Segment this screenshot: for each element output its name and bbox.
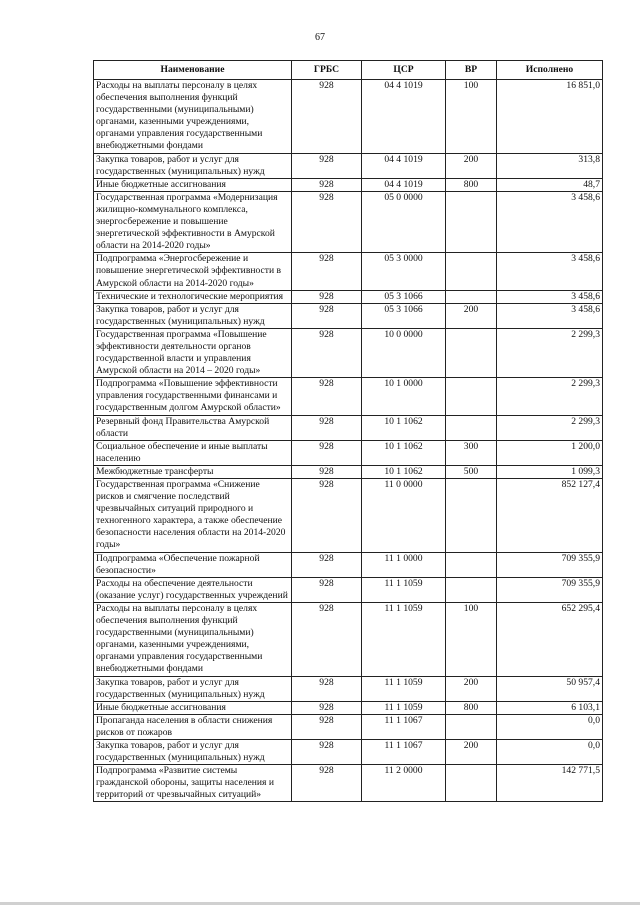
row-grbs: 928 bbox=[292, 253, 362, 290]
row-executed: 0,0 bbox=[497, 739, 603, 764]
row-executed: 1 200,0 bbox=[497, 440, 603, 465]
row-vr bbox=[446, 253, 497, 290]
row-grbs: 928 bbox=[292, 465, 362, 478]
row-vr: 300 bbox=[446, 440, 497, 465]
row-name: Закупка товаров, работ и услуг для государственных (муниципальных) нужд bbox=[94, 739, 292, 764]
row-name: Расходы на выплаты персоналу в целях обеспечения выполнения функций государственными (муниципальными) органами, казенными учреждениями, органами управления государственными внебюджетными фондами bbox=[94, 602, 292, 676]
row-name: Подпрограмма «Повышение эффективности управления государственными финансами и государственным долгом Амурской области» bbox=[94, 378, 292, 415]
row-grbs: 928 bbox=[292, 479, 362, 553]
row-grbs: 928 bbox=[292, 415, 362, 440]
row-csr: 11 1 1059 bbox=[362, 676, 446, 701]
row-grbs: 928 bbox=[292, 765, 362, 802]
row-vr bbox=[446, 378, 497, 415]
row-csr: 11 1 1059 bbox=[362, 602, 446, 676]
row-executed: 6 103,1 bbox=[497, 701, 603, 714]
row-grbs: 928 bbox=[292, 153, 362, 178]
row-executed: 50 957,4 bbox=[497, 676, 603, 701]
table-row bbox=[94, 378, 603, 415]
page-number: 67 bbox=[315, 32, 325, 43]
row-grbs: 928 bbox=[292, 739, 362, 764]
row-grbs: 928 bbox=[292, 178, 362, 191]
row-executed: 852 127,4 bbox=[497, 479, 603, 553]
table-row bbox=[94, 479, 603, 553]
row-executed: 3 458,6 bbox=[497, 303, 603, 328]
row-csr: 05 0 0000 bbox=[362, 191, 446, 252]
row-name: Подпрограмма «Энергосбережение и повышение энергетической эффективности в Амурской области на 2014-2020 годы» bbox=[94, 253, 292, 290]
row-vr: 200 bbox=[446, 739, 497, 764]
table-header-row bbox=[94, 61, 603, 80]
column-header-name: Наименование bbox=[94, 61, 292, 80]
row-name: Расходы на обеспечение деятельности (оказание услуг) государственных учреждений bbox=[94, 577, 292, 602]
row-executed: 2 299,3 bbox=[497, 328, 603, 377]
row-grbs: 928 bbox=[292, 552, 362, 577]
row-name: Расходы на выплаты персоналу в целях обеспечения выполнения функций государственными (муниципальными) органами, казенными учреждениями, органами управления государственными внебюджетными фондами bbox=[94, 80, 292, 154]
row-executed: 2 299,3 bbox=[497, 415, 603, 440]
row-executed: 48,7 bbox=[497, 178, 603, 191]
row-grbs: 928 bbox=[292, 290, 362, 303]
row-executed: 313,8 bbox=[497, 153, 603, 178]
row-grbs: 928 bbox=[292, 440, 362, 465]
row-csr: 11 1 1059 bbox=[362, 701, 446, 714]
row-csr: 10 1 1062 bbox=[362, 415, 446, 440]
row-name: Технические и технологические мероприятия bbox=[94, 290, 292, 303]
row-grbs: 928 bbox=[292, 577, 362, 602]
table-row bbox=[94, 328, 603, 377]
row-executed: 142 771,5 bbox=[497, 765, 603, 802]
row-executed: 3 458,6 bbox=[497, 290, 603, 303]
row-vr bbox=[446, 191, 497, 252]
table-row bbox=[94, 602, 603, 676]
row-executed: 0,0 bbox=[497, 714, 603, 739]
table-row bbox=[94, 290, 603, 303]
row-grbs: 928 bbox=[292, 80, 362, 154]
row-executed: 16 851,0 bbox=[497, 80, 603, 154]
row-name: Иные бюджетные ассигнования bbox=[94, 178, 292, 191]
row-vr bbox=[446, 328, 497, 377]
row-vr bbox=[446, 552, 497, 577]
row-executed: 709 355,9 bbox=[497, 552, 603, 577]
table-row bbox=[94, 577, 603, 602]
table-row bbox=[94, 178, 603, 191]
table-row bbox=[94, 415, 603, 440]
row-name: Социальное обеспечение и иные выплаты населению bbox=[94, 440, 292, 465]
row-vr bbox=[446, 479, 497, 553]
row-csr: 10 1 1062 bbox=[362, 440, 446, 465]
row-csr: 11 2 0000 bbox=[362, 765, 446, 802]
table-row bbox=[94, 739, 603, 764]
row-vr: 500 bbox=[446, 465, 497, 478]
row-executed: 2 299,3 bbox=[497, 378, 603, 415]
column-header-csr: ЦСР bbox=[362, 61, 446, 80]
row-name: Межбюджетные трансферты bbox=[94, 465, 292, 478]
row-name: Подпрограмма «Развитие системы гражданской обороны, защиты населения и территорий от чрезвычайных ситуаций» bbox=[94, 765, 292, 802]
table-row bbox=[94, 440, 603, 465]
row-vr: 800 bbox=[446, 178, 497, 191]
row-vr bbox=[446, 290, 497, 303]
row-executed: 3 458,6 bbox=[497, 191, 603, 252]
row-name: Закупка товаров, работ и услуг для государственных (муниципальных) нужд bbox=[94, 303, 292, 328]
row-name: Подпрограмма «Обеспечение пожарной безопасности» bbox=[94, 552, 292, 577]
row-name: Закупка товаров, работ и услуг для государственных (муниципальных) нужд bbox=[94, 153, 292, 178]
row-grbs: 928 bbox=[292, 714, 362, 739]
row-grbs: 928 bbox=[292, 191, 362, 252]
row-executed: 1 099,3 bbox=[497, 465, 603, 478]
row-name: Государственная программа «Снижение рисков и смягчение последствий чрезвычайных ситуаций природного и техногенного характера, а также обеспечение безопасности населения области на 2014-2020 годы» bbox=[94, 479, 292, 553]
row-vr: 200 bbox=[446, 676, 497, 701]
row-grbs: 928 bbox=[292, 701, 362, 714]
table-row bbox=[94, 80, 603, 154]
row-name: Государственная программа «Модернизация жилищно-коммунального комплекса, энергосбережение и повышение энергетической эффективности в Амурской области на 2014-2020 годы» bbox=[94, 191, 292, 252]
row-grbs: 928 bbox=[292, 676, 362, 701]
row-grbs: 928 bbox=[292, 303, 362, 328]
row-executed: 3 458,6 bbox=[497, 253, 603, 290]
row-csr: 10 1 0000 bbox=[362, 378, 446, 415]
table-row bbox=[94, 701, 603, 714]
table-row bbox=[94, 714, 603, 739]
row-csr: 04 4 1019 bbox=[362, 153, 446, 178]
row-grbs: 928 bbox=[292, 602, 362, 676]
row-csr: 04 4 1019 bbox=[362, 178, 446, 191]
table-row bbox=[94, 552, 603, 577]
row-executed: 652 295,4 bbox=[497, 602, 603, 676]
row-csr: 04 4 1019 bbox=[362, 80, 446, 154]
row-vr: 100 bbox=[446, 80, 497, 154]
row-grbs: 928 bbox=[292, 378, 362, 415]
row-name: Иные бюджетные ассигнования bbox=[94, 701, 292, 714]
row-csr: 11 0 0000 bbox=[362, 479, 446, 553]
row-csr: 10 0 0000 bbox=[362, 328, 446, 377]
row-name: Закупка товаров, работ и услуг для государственных (муниципальных) нужд bbox=[94, 676, 292, 701]
row-vr bbox=[446, 714, 497, 739]
row-csr: 05 3 1066 bbox=[362, 290, 446, 303]
table-row bbox=[94, 676, 603, 701]
column-header-executed: Исполнено bbox=[497, 61, 603, 80]
row-executed: 709 355,9 bbox=[497, 577, 603, 602]
row-name: Государственная программа «Повышение эффективности деятельности органов государственной власти и управления Амурской области на 2014 – 2020 годы» bbox=[94, 328, 292, 377]
column-header-vr: ВР bbox=[446, 61, 497, 80]
row-csr: 05 3 0000 bbox=[362, 253, 446, 290]
row-vr: 200 bbox=[446, 303, 497, 328]
row-csr: 11 1 1067 bbox=[362, 714, 446, 739]
column-header-grbs: ГРБС bbox=[292, 61, 362, 80]
row-grbs: 928 bbox=[292, 328, 362, 377]
row-csr: 11 1 1067 bbox=[362, 739, 446, 764]
table-row bbox=[94, 765, 603, 802]
table-row bbox=[94, 253, 603, 290]
row-csr: 05 3 1066 bbox=[362, 303, 446, 328]
row-vr bbox=[446, 577, 497, 602]
table-row bbox=[94, 303, 603, 328]
row-name: Пропаганда населения в области снижения рисков от пожаров bbox=[94, 714, 292, 739]
row-csr: 11 1 0000 bbox=[362, 552, 446, 577]
row-vr: 800 bbox=[446, 701, 497, 714]
table-row bbox=[94, 191, 603, 252]
row-csr: 10 1 1062 bbox=[362, 465, 446, 478]
budget-execution-table bbox=[93, 60, 603, 802]
table-row bbox=[94, 465, 603, 478]
row-csr: 11 1 1059 bbox=[362, 577, 446, 602]
row-vr: 200 bbox=[446, 153, 497, 178]
row-name: Резервный фонд Правительства Амурской области bbox=[94, 415, 292, 440]
table-row bbox=[94, 153, 603, 178]
row-vr bbox=[446, 765, 497, 802]
row-vr: 100 bbox=[446, 602, 497, 676]
row-vr bbox=[446, 415, 497, 440]
